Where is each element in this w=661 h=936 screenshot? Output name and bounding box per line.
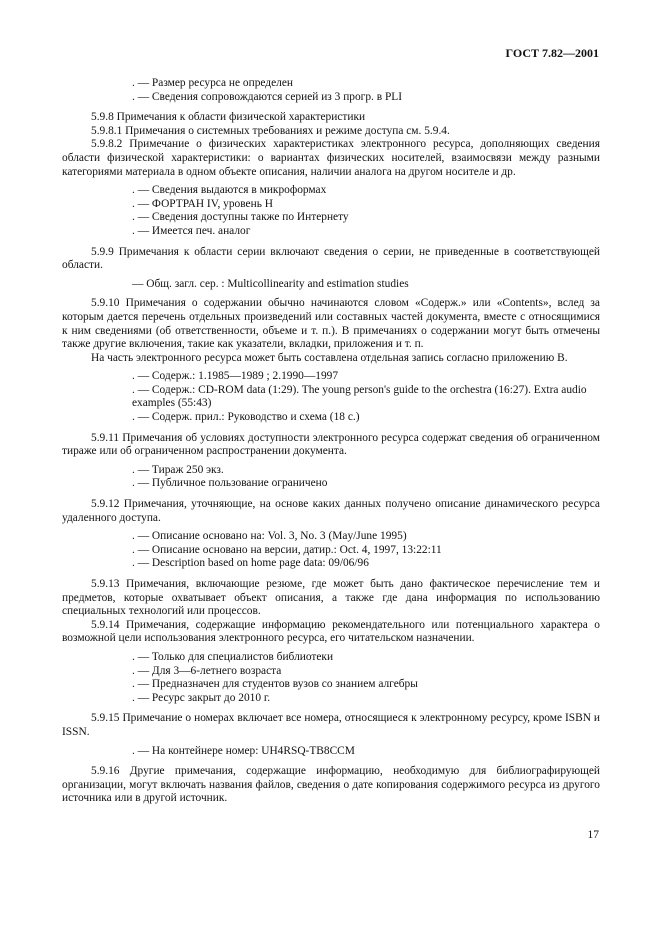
example-line: . — Для 3—6-летнего возраста bbox=[132, 664, 282, 677]
standard-header: ГОСТ 7.82—2001 bbox=[505, 46, 599, 60]
example-line: . — Содерж.: 1.1985—1989 ; 2.1990—1997 bbox=[132, 370, 339, 383]
section-5-9-13: 5.9.13 Примечания, включающие резюме, где может быть дано фактическое перечисление тем и предметов, которые охватывает объект описания, а также где дана информация по использованию специальных технологий или процессов. bbox=[62, 578, 600, 618]
example-line: . — Сведения выдаются в микроформах bbox=[132, 184, 327, 197]
example-line: . — Тираж 250 экз. bbox=[132, 463, 224, 476]
example-line: . — Содерж. прил.: Руководство и схема (18 с.) bbox=[132, 411, 360, 424]
example-line: . — Ресурс закрыт до 2010 г. bbox=[132, 691, 271, 704]
example-line: . — Только для специалистов библиотеки bbox=[132, 650, 334, 663]
section-5-9-16: 5.9.16 Другие примечания, содержащие информацию, необходимую для библиографирующей организации, могут включать названия файлов, сведения о дате копирования содержимого ресурса из другого источника или в другой источник. bbox=[62, 765, 600, 805]
section-5-9-9: 5.9.9 Примечания к области серии включают сведения о серии, не приведенные в соответствующей области. bbox=[62, 245, 600, 272]
section-5-9-8: 5.9.8 Примечания к области физической характеристики bbox=[91, 111, 366, 124]
section-5-9-8-1: 5.9.8.1 Примечания о системных требованиях и режиме доступа см. 5.9.4. bbox=[91, 124, 450, 137]
example-line: . — Описание основано на: Vol. 3, No. 3 (May/June 1995) bbox=[132, 530, 407, 543]
example-line: . — Имеется печ. аналог bbox=[132, 224, 251, 237]
section-5-9-11: 5.9.11 Примечания об условиях доступности электронного ресурса содержат сведения об ограниченном тираже или об ограниченном распространении документа. bbox=[62, 431, 600, 458]
section-5-9-10-note: На часть электронного ресурса может быть составлена отдельная запись согласно приложению В. bbox=[91, 351, 568, 364]
section-5-9-12: 5.9.12 Примечания, уточняющие, на основе каких данных получено описание динамического ресурса удаленного доступа. bbox=[62, 498, 600, 524]
example-line: . — Description based on home page data: 09/06/96 bbox=[132, 557, 369, 570]
example-line: . — Описание основано на версии, датир.: Oct. 4, 1997, 13:22:11 bbox=[132, 543, 442, 556]
example-line: . — Предназначен для студентов вузов со знанием алгебры bbox=[132, 678, 418, 691]
example-line: . — Сведения сопровождаются серией из 3 прогр. в PLI bbox=[132, 90, 403, 103]
section-5-9-15: 5.9.15 Примечание о номерах включает все номера, относящиеся к электронному ресурсу, кроме ISBN и ISSN. bbox=[62, 712, 600, 738]
section-5-9-10: 5.9.10 Примечания о содержании обычно начинаются словом «Содерж.» или «Contents», вслед за которым дается перечень отдельных произведений или составных частей документа, вместе с относящимися к ним сведениями (об ответственности, объеме и т. п.). В примечаниях о содержании могут быть отмечены также другие включения, такие как указатели, вкладки, приложения и т. п. bbox=[62, 297, 600, 351]
section-5-9-14: 5.9.14 Примечания, содержащие информацию рекомендательного или потенциального характера о возможной цели использования электронного ресурса, его читательском назначении. bbox=[62, 618, 600, 645]
example-line: . — Размер ресурса не определен bbox=[132, 77, 293, 89]
example-line: . — Публичное пользование ограничено bbox=[132, 477, 328, 490]
example-line: . — На контейнере номер: UH4RSQ-TB8CCM bbox=[132, 744, 355, 757]
example-line: — Общ. загл. сер. : Multicollinearity and estimation studies bbox=[132, 277, 409, 290]
page-number: 17 bbox=[587, 829, 599, 841]
example-line: . — Содерж.: CD-ROM data (1:29). The young person's guide to the orchestra (16:27). Extra audio examples (55:43) bbox=[132, 383, 587, 410]
example-line: . — ФОРТРАН IV, уровень H bbox=[132, 197, 273, 210]
example-line: . — Сведения доступны также по Интернету bbox=[132, 211, 349, 224]
page-content bbox=[62, 77, 600, 806]
section-5-9-8-2: 5.9.8.2 Примечание о физических характеристиках электронного ресурса, дополняющих сведения области физической характеристики: о вариантах физических носителей, взаимосвязи между разными категориями материала в одном объекте описания, наличии аналога на другом носителе и др. bbox=[62, 138, 600, 178]
